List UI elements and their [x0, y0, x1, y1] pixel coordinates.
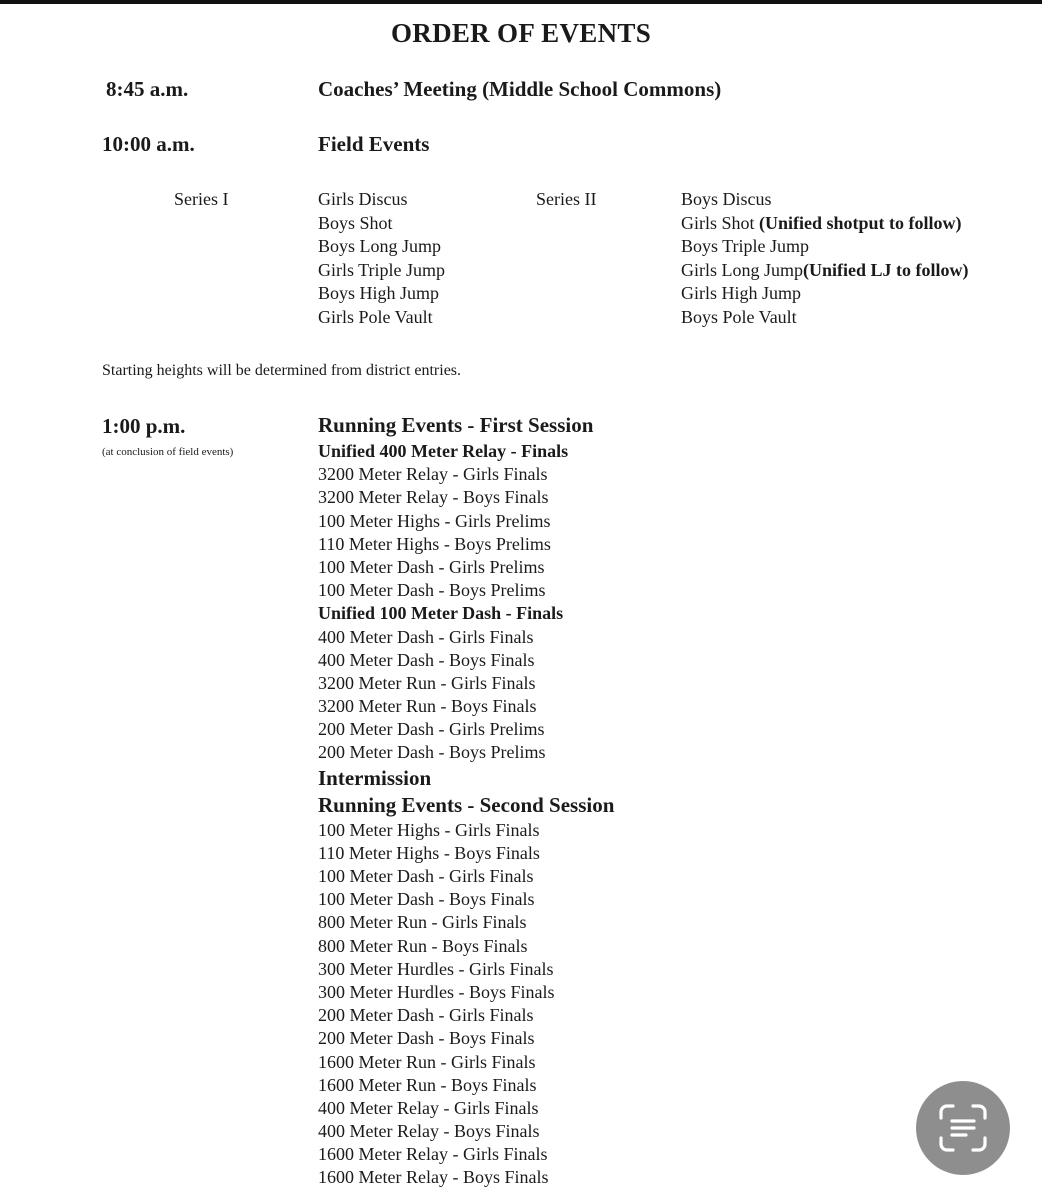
- text-scan-button[interactable]: [916, 1081, 1010, 1175]
- running-event: 100 Meter Dash - Girls Prelims: [318, 556, 545, 577]
- field-event: Boys Triple Jump: [681, 236, 810, 256]
- running-event: 1600 Meter Run - Girls Finals: [318, 1051, 536, 1072]
- top-border: [0, 0, 1042, 4]
- running-event: 200 Meter Dash - Boys Prelims: [318, 742, 546, 763]
- running-time-note: (at conclusion of field events): [102, 446, 234, 458]
- running-event: Unified 100 Meter Dash - Finals: [318, 603, 564, 624]
- field-event: Girls Shot (Unified shotput to follow): [681, 212, 962, 233]
- running-event: 400 Meter Dash - Boys Finals: [318, 649, 535, 670]
- running-event: 100 Meter Dash - Girls Finals: [318, 866, 534, 886]
- running-event: 1600 Meter Run - Boys Finals: [318, 1074, 537, 1095]
- page-title: ORDER OF EVENTS: [390, 18, 652, 48]
- meeting-time: 8:45 a.m.: [106, 77, 189, 101]
- running-event: 200 Meter Dash - Boys Finals: [318, 1028, 535, 1049]
- running-event: 3200 Meter Relay - Girls Finals: [318, 464, 548, 485]
- running-event: 110 Meter Highs - Boys Finals: [318, 842, 540, 863]
- series-2-label: Series II: [536, 189, 597, 209]
- series-2-list: [681, 188, 969, 329]
- field-event: Girls Long Jump(Unified LJ to follow): [681, 259, 969, 280]
- running-event: 800 Meter Run - Boys Finals: [318, 935, 528, 956]
- field-event: Girls Pole Vault: [318, 306, 433, 327]
- field-events-time: 10:00 a.m.: [102, 132, 195, 156]
- running-event: 100 Meter Highs - Girls Prelims: [318, 510, 551, 531]
- second-session-heading: Running Events - Second Session: [318, 792, 615, 817]
- running-event: 3200 Meter Run - Boys Finals: [318, 696, 537, 717]
- running-event: 400 Meter Relay - Boys Finals: [318, 1121, 540, 1142]
- running-events-list: [318, 440, 614, 1190]
- running-event: 1600 Meter Relay - Girls Finals: [318, 1144, 548, 1165]
- field-event: Boys Discus: [681, 189, 772, 209]
- running-event: 3200 Meter Relay - Boys Finals: [318, 487, 549, 508]
- series-1-label: Series I: [174, 189, 229, 209]
- field-event: Boys High Jump: [318, 283, 440, 303]
- field-event: Boys Long Jump: [318, 236, 442, 256]
- unified-note: (Unified LJ to follow): [803, 259, 969, 280]
- running-event: 3200 Meter Run - Girls Finals: [318, 672, 536, 693]
- field-events-heading: Field Events: [318, 132, 430, 156]
- running-event: Unified 400 Meter Relay - Finals: [318, 441, 569, 461]
- field-event: Girls High Jump: [681, 283, 802, 303]
- running-event: 1600 Meter Relay - Boys Finals: [318, 1167, 549, 1188]
- field-event: Girls Discus: [318, 189, 408, 209]
- running-event: 400 Meter Relay - Girls Finals: [318, 1097, 539, 1118]
- running-event: 100 Meter Highs - Girls Finals: [318, 819, 540, 840]
- field-event: Boys Shot: [318, 212, 393, 233]
- running-event: 800 Meter Run - Girls Finals: [318, 912, 527, 933]
- field-event: Girls Triple Jump: [318, 259, 446, 280]
- running-event: 100 Meter Dash - Boys Prelims: [318, 580, 546, 601]
- running-event: 200 Meter Dash - Girls Finals: [318, 1005, 534, 1026]
- meeting-label: Coaches’ Meeting (Middle School Commons): [318, 77, 722, 101]
- running-event: 300 Meter Hurdles - Girls Finals: [318, 958, 554, 979]
- unified-note: (Unified shotput to follow): [759, 212, 962, 233]
- text-scan-icon: [936, 1101, 990, 1155]
- field-event: Boys Pole Vault: [681, 306, 797, 327]
- running-event: 400 Meter Dash - Girls Finals: [318, 626, 534, 647]
- first-session-heading: Running Events - First Session: [318, 413, 594, 437]
- running-events-time: 1:00 p.m.: [102, 414, 186, 438]
- series-1-list: [318, 188, 445, 329]
- running-event: 200 Meter Dash - Girls Prelims: [318, 719, 545, 740]
- intermission-heading: Intermission: [318, 765, 432, 790]
- running-event: 100 Meter Dash - Boys Finals: [318, 889, 535, 910]
- running-event: 300 Meter Hurdles - Boys Finals: [318, 981, 555, 1002]
- starting-heights-note: Starting heights will be determined from district entries.: [102, 362, 462, 379]
- running-event: 110 Meter Highs - Boys Prelims: [318, 533, 551, 554]
